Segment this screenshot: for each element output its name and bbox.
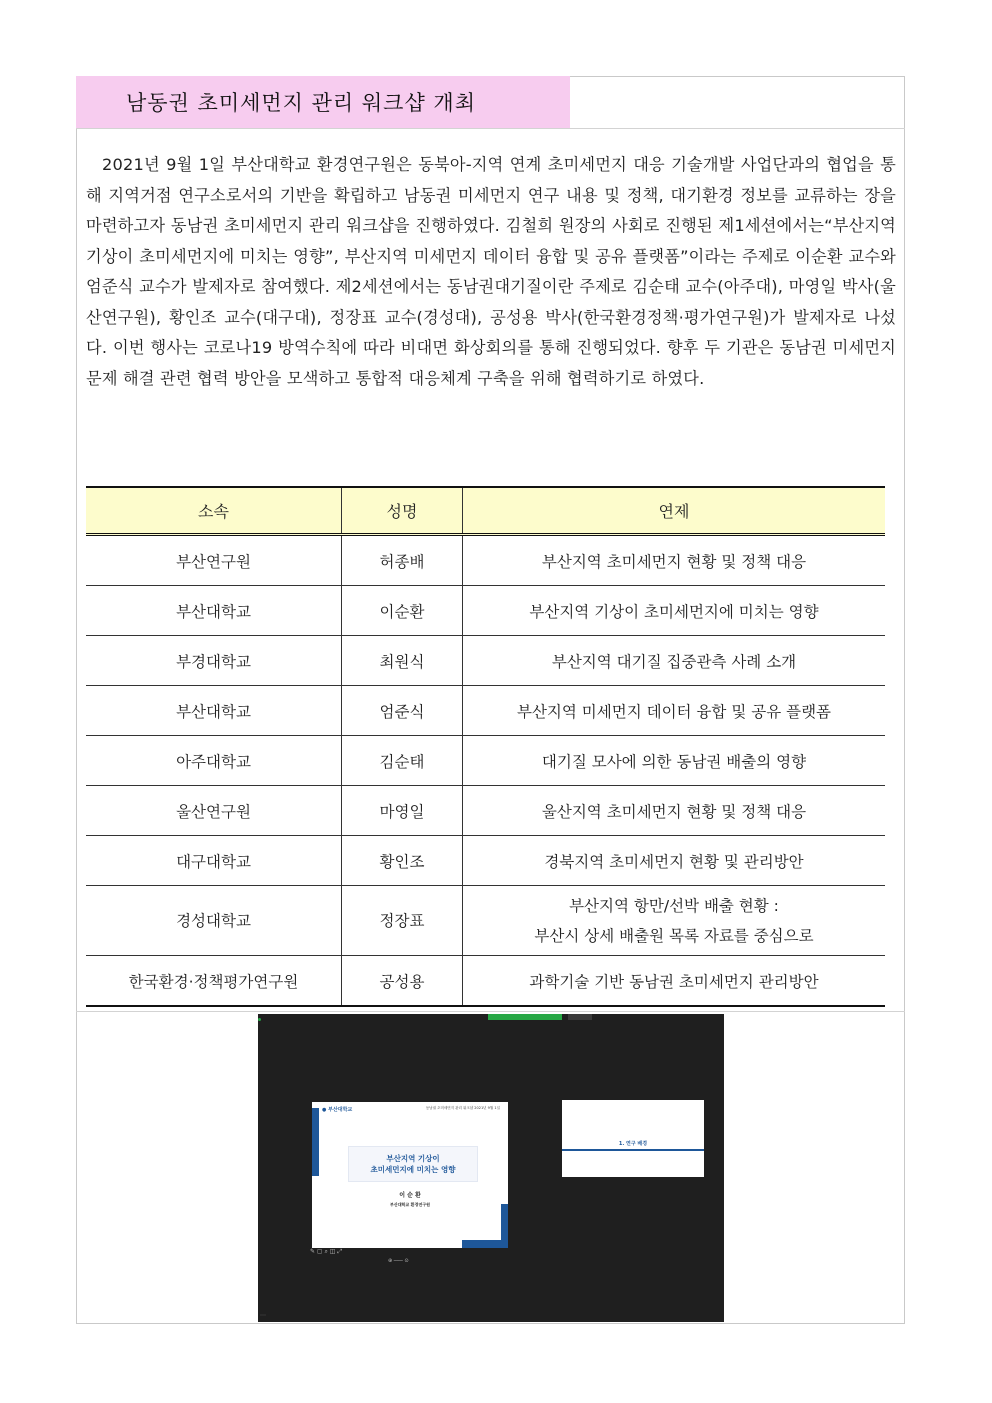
name-cell: 정장표 bbox=[342, 886, 463, 956]
university-logo: ● 부산대학교 bbox=[322, 1107, 353, 1113]
table-row bbox=[86, 786, 885, 836]
table-row bbox=[86, 535, 885, 586]
share-banner-button bbox=[568, 1014, 592, 1020]
thumbnail-title: 1. 연구 배경 bbox=[618, 1141, 648, 1147]
presentation-slide bbox=[312, 1102, 508, 1248]
topic-cell: 경북지역 초미세먼지 현황 및 관리방안 bbox=[463, 836, 886, 886]
article-body: 2021년 9월 1일 부산대학교 환경연구원은 동북아-지역 연계 초미세먼지 대응 기술개발 사업단과의 협업을 통해 지역거점 연구소로서의 기반을 확립하고 남동권 미세먼지 연구 내용 및 정책, 대기환경 정보를 교류하는 장을 마련하고자 동남권 초미세먼지 관리 워크샵을 진행하였다. 김철희 원장의 사회로 진행된 제1세션에서는“부산지역 기상이 초미세먼지에 미치는 영향”, 부산지역 미세먼지 데이터 융합 및 공유 플랫폼”이라는 주제로 이순환 교수와 엄준식 교수가 발제자로 참여했다. 제2세션에서는 동남권대기질이란 주제로 김순태 교수(아주대), 마영일 박사(울산연구원), 황인조 교수(대구대), 정장표 교수(경성대), 공성용 박사(한국환경정책·평가연구원)가 발제자로 나섰다. 이번 행사는 코로나19 방역수칙에 따라 비대면 화상회의를 통해 진행되었다. 향후 두 기관은 동남권 미세먼지 문제 해결 관련 협력 방안을 모색하고 통합적 대응체계 구축을 위해 협력하기로 하였다. bbox=[86, 155, 896, 388]
affiliation-cell: 대구대학교 bbox=[86, 836, 342, 886]
affiliation-cell: 부산대학교 bbox=[86, 686, 342, 736]
name-cell: 허종배 bbox=[342, 535, 463, 586]
topic-cell: 대기질 모사에 의한 동남권 배출의 영향 bbox=[463, 736, 886, 786]
name-cell: 마영일 bbox=[342, 786, 463, 836]
topic-cell: 부산지역 미세먼지 데이터 융합 및 공유 플랫폼 bbox=[463, 686, 886, 736]
table-header-row bbox=[86, 487, 885, 535]
slide-header: 동남권 초미세먼지 관리 워크샵 2021년 9월 1일 bbox=[425, 1106, 500, 1110]
slide-presenter: 이 순 환 bbox=[399, 1192, 421, 1199]
header-topic: 연제 bbox=[463, 487, 886, 535]
page-title: 남동권 초미세먼지 관리 워크샵 개최 bbox=[126, 91, 476, 115]
title-divider bbox=[76, 128, 905, 129]
conference-toolbar bbox=[264, 1082, 464, 1088]
video-conference-screenshot bbox=[258, 1014, 724, 1322]
header-affiliation: 소속 bbox=[86, 487, 342, 535]
slide-title-line-2: 초미세먼지에 미치는 영향 bbox=[370, 1165, 456, 1174]
conference-footer bbox=[260, 1314, 266, 1316]
affiliation-cell: 울산연구원 bbox=[86, 786, 342, 836]
speaker-table bbox=[86, 486, 885, 1007]
topic-cell: 과학기술 기반 동남권 초미세먼지 관리방안 bbox=[463, 956, 886, 1007]
slide-accent-bottom bbox=[462, 1240, 508, 1248]
name-cell: 이순환 bbox=[342, 586, 463, 636]
affiliation-cell: 경성대학교 bbox=[86, 886, 342, 956]
name-cell: 황인조 bbox=[342, 836, 463, 886]
slide-accent-left bbox=[312, 1108, 319, 1176]
name-cell: 김순태 bbox=[342, 736, 463, 786]
table-row bbox=[86, 956, 885, 1007]
affiliation-cell: 부산연구원 bbox=[86, 535, 342, 586]
status-dot-icon bbox=[258, 1018, 261, 1021]
slide-title-line-1: 부산지역 기상이 bbox=[386, 1154, 440, 1163]
topic-cell: 부산지역 초미세먼지 현황 및 정책 대응 bbox=[463, 535, 886, 586]
table-row bbox=[86, 586, 885, 636]
slide-title-box bbox=[348, 1146, 478, 1182]
topic-line-2: 부산시 상세 배출원 목록 자료를 중심으로 bbox=[534, 926, 814, 945]
table-row bbox=[86, 636, 885, 686]
slide-pager: ⊕ ─── ⊙ bbox=[388, 1258, 409, 1264]
topic-line-1: 부산지역 항만/선박 배출 현황 : bbox=[569, 896, 779, 915]
topic-cell: 부산지역 대기질 집중관측 사례 소개 bbox=[463, 636, 886, 686]
table-row bbox=[86, 886, 885, 956]
slide-organization: 부산대학교 환경연구원 bbox=[389, 1202, 431, 1207]
affiliation-cell: 한국환경·정책평가연구원 bbox=[86, 956, 342, 1007]
topic-cell bbox=[463, 886, 886, 956]
photo-divider bbox=[76, 1011, 905, 1012]
affiliation-cell: 아주대학교 bbox=[86, 736, 342, 786]
affiliation-cell: 부경대학교 bbox=[86, 636, 342, 686]
name-cell: 최원식 bbox=[342, 636, 463, 686]
table-row bbox=[86, 736, 885, 786]
topic-cell: 부산지역 기상이 초미세먼지에 미치는 영향 bbox=[463, 586, 886, 636]
affiliation-cell: 부산대학교 bbox=[86, 586, 342, 636]
header-name: 성명 bbox=[342, 487, 463, 535]
next-slide-thumbnail bbox=[562, 1100, 704, 1177]
name-cell: 엄준식 bbox=[342, 686, 463, 736]
table-row bbox=[86, 836, 885, 886]
annotation-tools-icon: ✎ ▢ ⌕ ◫ ⤢ bbox=[310, 1248, 343, 1255]
table-row bbox=[86, 686, 885, 736]
title-box bbox=[76, 76, 570, 128]
thumbnail-accent bbox=[562, 1149, 704, 1151]
topic-cell: 울산지역 초미세먼지 현황 및 정책 대응 bbox=[463, 786, 886, 836]
name-cell: 공성용 bbox=[342, 956, 463, 1007]
share-banner bbox=[488, 1014, 562, 1020]
